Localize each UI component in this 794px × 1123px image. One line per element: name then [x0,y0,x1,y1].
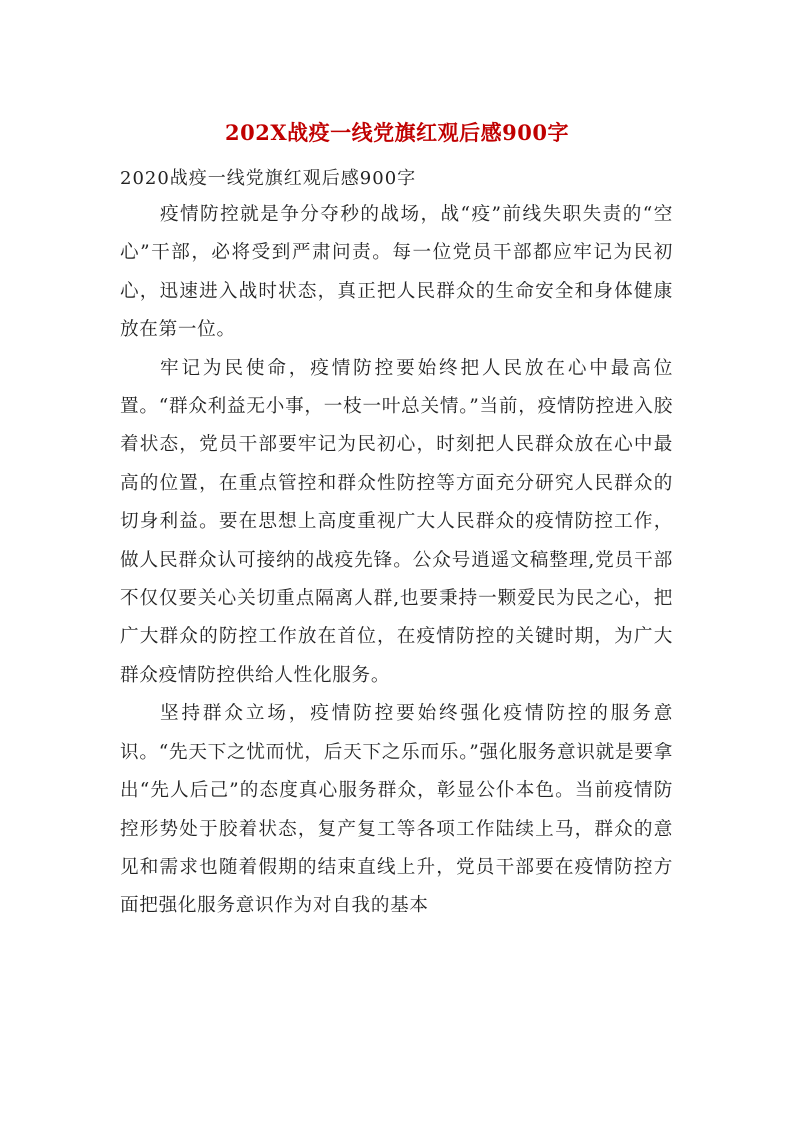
paragraph-2: 牢记为民使命，疫情防控要始终把人民放在心中最高位置。“群众利益无小事，一枝一叶总关情。”当前，疫情防控进入胶着状态，党员干部要牢记为民初心，时刻把人民群众放在心中最高的位置，在重点管控和群众性防控等方面充分研究人民群众的切身利益。要在思想上高度重视广大人民群众的疫情防控工作，做人民群众认可接纳的战疫先锋。公众号逍遥文稿整理,党员干部不仅仅要关心关切重点隔离人群,也要秉持一颗爱民为民之心，把广大群众的防控工作放在首位，在疫情防控的关键时期，为广大群众疫情防控供给人性化服务。 [120,357,673,686]
paragraph-1: 疫情防控就是争分夺秒的战场，战“疫”前线失职失责的“空心”干部，必将受到严肃问责。每一位党员干部都应牢记为民初心，迅速进入战时状态，真正把人民群众的生命安全和身体健康放在第一位。 [120,204,673,341]
paragraph-3: 坚持群众立场，疫情防控要始终强化疫情防控的服务意识。“先天下之忧而忧，后天下之乐而乐。”强化服务意识就是要拿出“先人后己”的态度真心服务群众，彰显公仆本色。当前疫情防控形势处于胶着状态，复产复工等各项工作陆续上马，群众的意见和需求也随着假期的结束直线上升，党员干部要在疫情防控方面把强化服务意识作为对自我的基本 [120,703,673,917]
document-body [120,196,673,926]
document-title: 202X战疫一线党旗红观后感900字 [225,120,569,146]
document-subtitle: 2020战疫一线党旗红观后感900字 [120,168,417,189]
